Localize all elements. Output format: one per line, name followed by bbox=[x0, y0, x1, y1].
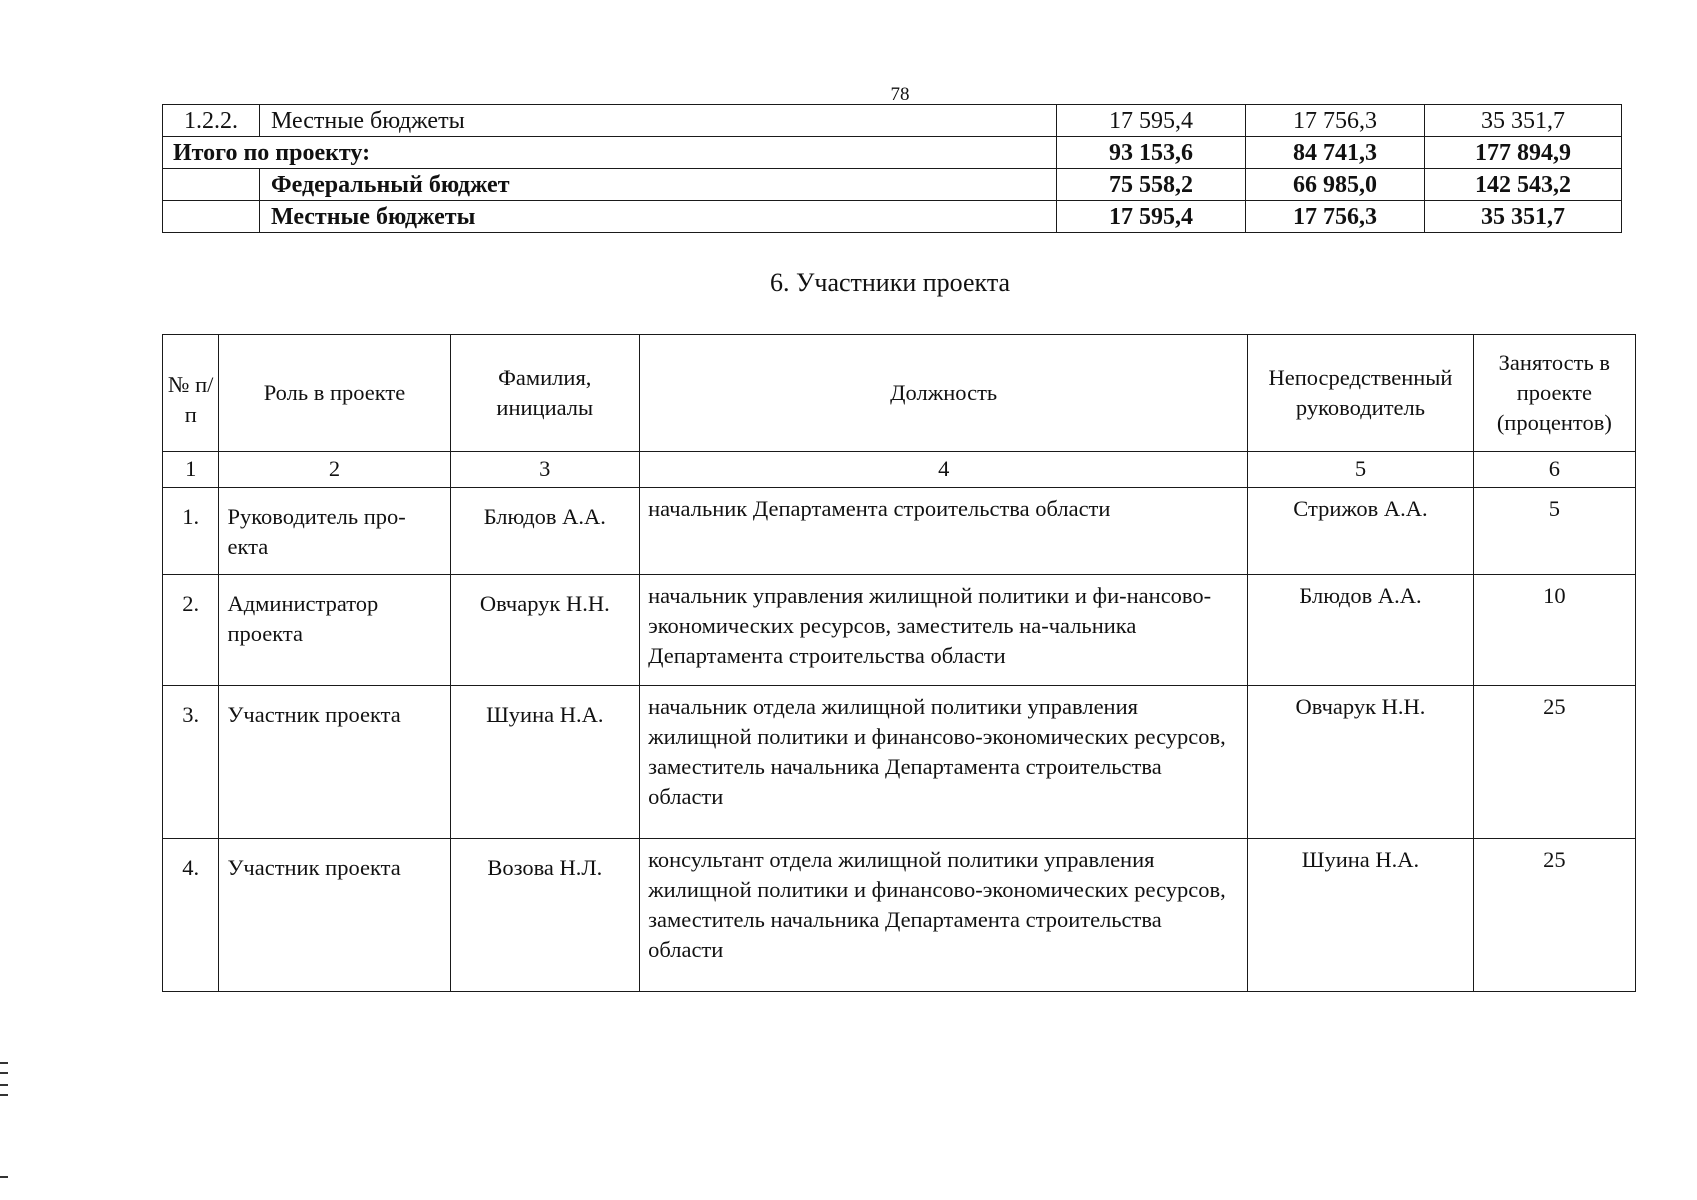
scan-edge-mark bbox=[0, 1062, 8, 1064]
cell-num: 1. bbox=[163, 488, 219, 575]
cell-manager: Овчарук Н.Н. bbox=[1248, 686, 1473, 839]
cell-position: начальник Департамента строительства области bbox=[640, 488, 1248, 575]
cell-position: начальник отдела жилищной политики управления жилищной политики и финансово-экономических ресурсов, заместитель начальника Департамента строительства области bbox=[640, 686, 1248, 839]
cell-num: 3. bbox=[163, 686, 219, 839]
row-code bbox=[163, 169, 260, 201]
row-name: Федеральный бюджет bbox=[260, 169, 1057, 201]
row-value-3: 35 351,7 bbox=[1425, 201, 1622, 233]
cell-manager: Блюдов А.А. bbox=[1248, 575, 1473, 686]
row-value-2: 17 756,3 bbox=[1246, 105, 1425, 137]
cell-position: начальник управления жилищной политики и фи-нансово-экономических ресурсов, заместитель на-чальника Департамента строительства области bbox=[640, 575, 1248, 686]
row-name: Местные бюджеты bbox=[260, 105, 1057, 137]
cell-manager: Шуина Н.А. bbox=[1248, 839, 1473, 992]
table-row bbox=[163, 686, 1636, 839]
column-index: 2 bbox=[219, 452, 450, 488]
section-title: 6. Участники проекта bbox=[769, 268, 1011, 297]
budget-table bbox=[162, 104, 1622, 233]
row-name: Местные бюджеты bbox=[260, 201, 1057, 233]
table-row-total bbox=[163, 137, 1622, 169]
column-index: 6 bbox=[1473, 452, 1635, 488]
column-index: 3 bbox=[450, 452, 640, 488]
row-value-1: 17 595,4 bbox=[1057, 201, 1246, 233]
cell-employment: 10 bbox=[1473, 575, 1635, 686]
scan-edge-mark bbox=[0, 1084, 8, 1086]
scan-edge-mark bbox=[0, 1072, 8, 1074]
cell-name: Шуина Н.А. bbox=[450, 686, 640, 839]
cell-role: Участник проекта bbox=[219, 686, 450, 839]
table-row bbox=[163, 169, 1622, 201]
row-value-1: 17 595,4 bbox=[1057, 105, 1246, 137]
header-row bbox=[163, 335, 1636, 452]
total-value-1: 93 153,6 bbox=[1057, 137, 1246, 169]
cell-manager: Стрижов А.А. bbox=[1248, 488, 1473, 575]
cell-role: Руководитель про-екта bbox=[219, 488, 450, 575]
row-code bbox=[163, 201, 260, 233]
scan-edge-mark bbox=[0, 1094, 8, 1096]
header-position: Должность bbox=[640, 335, 1248, 452]
header-role: Роль в проекте bbox=[219, 335, 450, 452]
total-value-2: 84 741,3 bbox=[1246, 137, 1425, 169]
row-code: 1.2.2. bbox=[163, 105, 260, 137]
scan-edge-mark bbox=[0, 1176, 8, 1178]
cell-name: Возова Н.Л. bbox=[450, 839, 640, 992]
column-index: 4 bbox=[640, 452, 1248, 488]
column-index: 5 bbox=[1248, 452, 1473, 488]
column-index-row bbox=[163, 452, 1636, 488]
column-index: 1 bbox=[163, 452, 219, 488]
cell-name: Овчарук Н.Н. bbox=[450, 575, 640, 686]
page-number: 78 bbox=[890, 84, 910, 105]
cell-position: консультант отдела жилищной политики управления жилищной политики и финансово-экономических ресурсов, заместитель начальника Департамента строительства области bbox=[640, 839, 1248, 992]
header-employment: Занятость в проекте (процентов) bbox=[1473, 335, 1635, 452]
row-value-1: 75 558,2 bbox=[1057, 169, 1246, 201]
header-name: Фамилия, инициалы bbox=[450, 335, 640, 452]
cell-name: Блюдов А.А. bbox=[450, 488, 640, 575]
cell-employment: 25 bbox=[1473, 839, 1635, 992]
row-value-3: 35 351,7 bbox=[1425, 105, 1622, 137]
row-value-3: 142 543,2 bbox=[1425, 169, 1622, 201]
cell-num: 2. bbox=[163, 575, 219, 686]
cell-role: Администратор проекта bbox=[219, 575, 450, 686]
table-row bbox=[163, 575, 1636, 686]
table-row bbox=[163, 839, 1636, 992]
total-label: Итого по проекту: bbox=[163, 137, 1057, 169]
cell-employment: 5 bbox=[1473, 488, 1635, 575]
table-row bbox=[163, 488, 1636, 575]
table-row bbox=[163, 201, 1622, 233]
header-num: № п/п bbox=[163, 335, 219, 452]
cell-role: Участник проекта bbox=[219, 839, 450, 992]
cell-employment: 25 bbox=[1473, 686, 1635, 839]
table-row bbox=[163, 105, 1622, 137]
cell-num: 4. bbox=[163, 839, 219, 992]
participants-table bbox=[162, 334, 1636, 992]
total-value-3: 177 894,9 bbox=[1425, 137, 1622, 169]
row-value-2: 66 985,0 bbox=[1246, 169, 1425, 201]
row-value-2: 17 756,3 bbox=[1246, 201, 1425, 233]
header-manager: Непосредственный руководитель bbox=[1248, 335, 1473, 452]
